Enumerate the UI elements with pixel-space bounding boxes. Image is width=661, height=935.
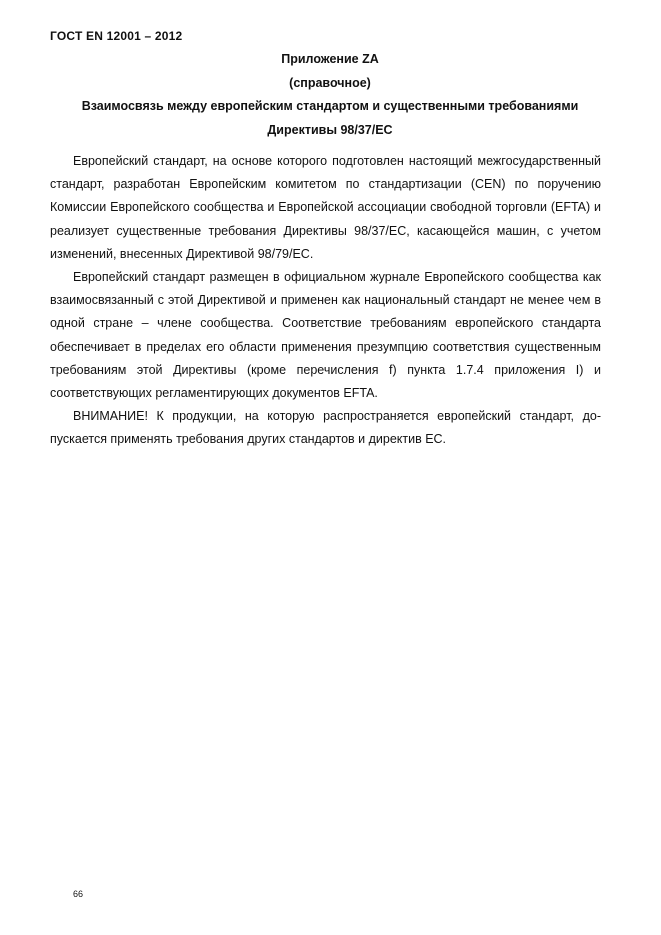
annex-heading-line-2: Директивы 98/37/ЕС (267, 122, 393, 137)
body-text (50, 150, 601, 452)
paragraph-2: Европейский стандарт размещен в официальном журнале Европейского сообщества как взаимосвязанный с этой Директивой и применен как национальный стандарт не менее чем в одной стране – члене сообщества. Соответствие требованиям европейского стандарта обеспечивает в пределах его области применения презумпцию соответствия существенным требованиям этой Директивы (кроме перечисления f) пункта 1.7.4 приложения I) и соответствующих регламентирующих документов EFTA. (50, 270, 601, 401)
paragraph-1: Европейский стандарт, на основе которого подготовлен настоящий межгосударственный стандарт, разработан Европейским комитетом по стандартизации (CEN) по поручению Комиссии Европейского сообщества и Европейской ассоциации свободной торговли (EFTA) и реализует существенные требования Директивы 98/37/ЕС, касающейся машин, с учетом изменений, внесенных Директивой 98/79/ЕС. (50, 154, 601, 261)
paragraph-3: ВНИМАНИЕ! К продукции, на которую распространяется европейский стандарт, допускается применять требования других стандартов и директив ЕС. (50, 409, 601, 447)
annex-heading-line-1: Взаимосвязь между европейским стандартом и существенными требованиями (81, 99, 579, 113)
document-code: ГОСТ EN 12001 – 2012 (50, 29, 183, 43)
annex-title-block (50, 48, 610, 142)
annex-title: Приложение ZA (281, 52, 379, 66)
annex-subtitle: (справочное) (289, 75, 371, 90)
page-number: 66 (73, 889, 84, 899)
